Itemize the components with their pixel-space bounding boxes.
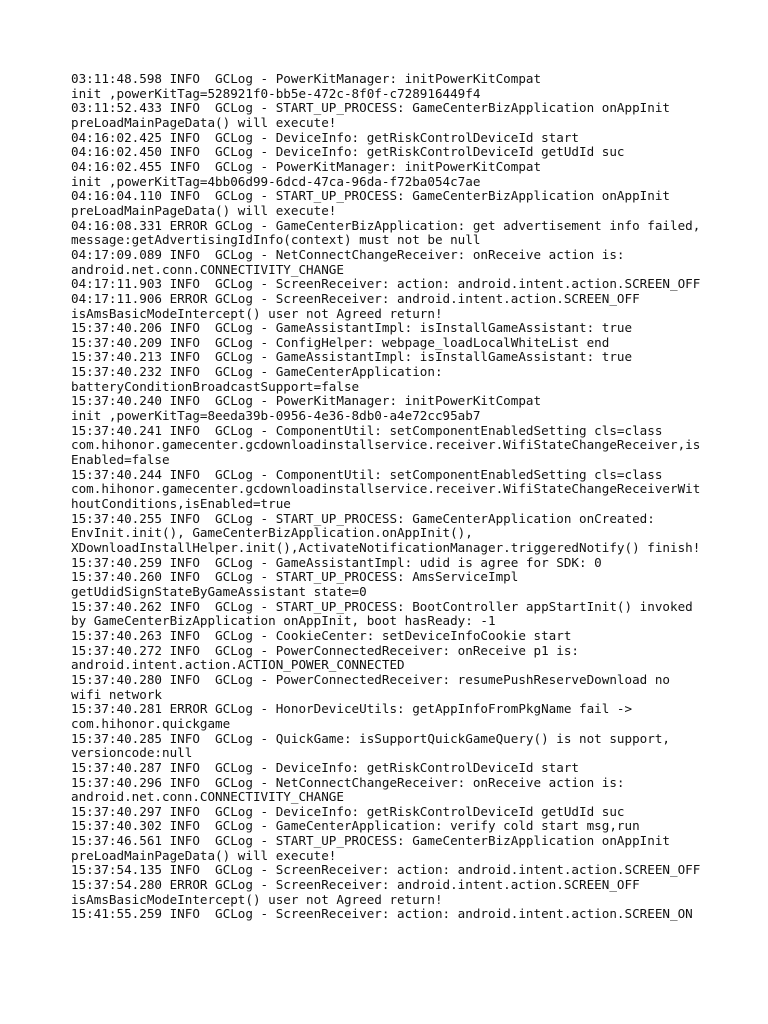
log-line: 15:37:40.259 INFO GCLog - GameAssistantImpl: udid is agree for SDK: 0 [71,554,602,570]
log-line: 04:17:11.906 ERROR GCLog - ScreenReceiver: android.intent.action.SCREEN_OFF [71,290,640,306]
log-line: 15:37:40.241 INFO GCLog - ComponentUtil: setComponentEnabledSetting cls=class [71,422,663,438]
log-line: init ,powerKitTag=528921f0-bb5e-472c-8f0f-c728916449f4 [71,85,481,101]
log-line: preLoadMainPageData() will execute! [71,847,337,863]
log-line: getUdidSignStateByGameAssistant state=0 [71,583,367,599]
log-line: message:getAdvertisingIdInfo(context) must not be null [71,232,481,248]
log-line: 04:17:09.089 INFO GCLog - NetConnectChangeReceiver: onReceive action is: [71,246,625,262]
log-line: 04:17:11.903 INFO GCLog - ScreenReceiver: action: android.intent.action.SCREEN_OFF [71,276,701,292]
log-line: batteryConditionBroadcastSupport=false [71,378,360,394]
log-line: 15:37:40.280 INFO GCLog - PowerConnectedReceiver: resumePushReserveDownload no [71,671,670,687]
log-line: 15:37:40.213 INFO GCLog - GameAssistantImpl: isInstallGameAssistant: true [71,349,633,365]
log-line: 15:37:40.287 INFO GCLog - DeviceInfo: getRiskControlDeviceId start [71,759,579,775]
log-line: versioncode:null [71,745,193,761]
log-line: isAmsBasicModeIntercept() user not Agreed return! [71,891,443,907]
log-line: 15:37:46.561 INFO GCLog - START_UP_PROCESS: GameCenterBizApplication onAppInit [71,833,670,849]
log-line: 15:37:40.272 INFO GCLog - PowerConnectedReceiver: onReceive p1 is: [71,642,579,658]
log-line: init ,powerKitTag=8eeda39b-0956-4e36-8db0-a4e72cc95ab7 [71,408,481,424]
log-line: 15:37:40.263 INFO GCLog - CookieCenter: setDeviceInfoCookie start [71,627,572,643]
log-line: 15:37:54.280 ERROR GCLog - ScreenReceiver: android.intent.action.SCREEN_OFF [71,877,640,893]
log-line: preLoadMainPageData() will execute! [71,114,337,130]
log-view [71,72,761,922]
log-line: isAmsBasicModeIntercept() user not Agreed return! [71,305,443,321]
log-line: 04:16:08.331 ERROR GCLog - GameCenterBizApplication: get advertisement info failed, [71,217,701,233]
log-line: android.net.conn.CONNECTIVITY_CHANGE [71,789,344,805]
log-line: EnvInit.init(), GameCenterBizApplication.onAppInit(), [71,525,473,541]
log-line: android.intent.action.ACTION_POWER_CONNECTED [71,657,405,673]
log-line: 04:16:02.450 INFO GCLog - DeviceInfo: getRiskControlDeviceId getUdId suc [71,144,625,160]
log-line: 15:37:54.135 INFO GCLog - ScreenReceiver: action: android.intent.action.SCREEN_OFF [71,862,701,878]
log-line: 15:37:40.240 INFO GCLog - PowerKitManager: initPowerKitCompat [71,393,542,409]
log-line: 15:37:40.262 INFO GCLog - START_UP_PROCESS: BootController appStartInit() invoked [71,598,693,614]
log-line: wifi network [71,686,162,702]
log-line: 15:37:40.285 INFO GCLog - QuickGame: isSupportQuickGameQuery() is not support, [71,730,670,746]
log-line: 04:16:04.110 INFO GCLog - START_UP_PROCESS: GameCenterBizApplication onAppInit [71,188,670,204]
log-line: 03:11:48.598 INFO GCLog - PowerKitManager: initPowerKitCompat [71,71,542,86]
log-line: 15:37:40.281 ERROR GCLog - HonorDeviceUtils: getAppInfoFromPkgName fail -> [71,701,633,717]
log-line: 15:37:40.296 INFO GCLog - NetConnectChangeReceiver: onReceive action is: [71,774,625,790]
log-line: com.hihonor.gamecenter.gcdownloadinstallservice.receiver.WifiStateChangeReceiverWit [71,481,701,497]
log-line: com.hihonor.quickgame [71,715,231,731]
log-line: 15:37:40.244 INFO GCLog - ComponentUtil: setComponentEnabledSetting cls=class [71,466,663,482]
log-line: preLoadMainPageData() will execute! [71,202,337,218]
log-line: 04:16:02.425 INFO GCLog - DeviceInfo: getRiskControlDeviceId start [71,129,579,145]
log-line: 15:37:40.260 INFO GCLog - START_UP_PROCESS: AmsServiceImpl [71,569,519,585]
log-line: by GameCenterBizApplication onAppInit, boot hasReady: -1 [71,613,496,629]
log-line: Enabled=false [71,452,170,468]
log-line: 03:11:52.433 INFO GCLog - START_UP_PROCESS: GameCenterBizApplication onAppInit [71,100,670,116]
log-line: 15:37:40.302 INFO GCLog - GameCenterApplication: verify cold start msg,run [71,818,640,834]
log-line: 15:37:40.255 INFO GCLog - START_UP_PROCESS: GameCenterApplication onCreated: [71,510,655,526]
log-line: 15:37:40.297 INFO GCLog - DeviceInfo: getRiskControlDeviceId getUdId suc [71,803,625,819]
log-line: android.net.conn.CONNECTIVITY_CHANGE [71,261,344,277]
log-line: 15:37:40.206 INFO GCLog - GameAssistantImpl: isInstallGameAssistant: true [71,320,633,336]
log-line: 04:16:02.455 INFO GCLog - PowerKitManager: initPowerKitCompat [71,158,542,174]
log-line: com.hihonor.gamecenter.gcdownloadinstallservice.receiver.WifiStateChangeReceiver,is [71,437,701,453]
log-line: houtConditions,isEnabled=true [71,496,291,512]
log-line: 15:41:55.259 INFO GCLog - ScreenReceiver: action: android.intent.action.SCREEN_ON [71,906,693,922]
log-line: 15:37:40.209 INFO GCLog - ConfigHelper: webpage_loadLocalWhiteList end [71,334,610,350]
log-line: 15:37:40.232 INFO GCLog - GameCenterApplication: [71,364,443,380]
log-line: init ,powerKitTag=4bb06d99-6dcd-47ca-96da-f72ba054c7ae [71,173,481,189]
log-line: XDownloadInstallHelper.init(),ActivateNotificationManager.triggeredNotify() finish! [71,540,701,555]
